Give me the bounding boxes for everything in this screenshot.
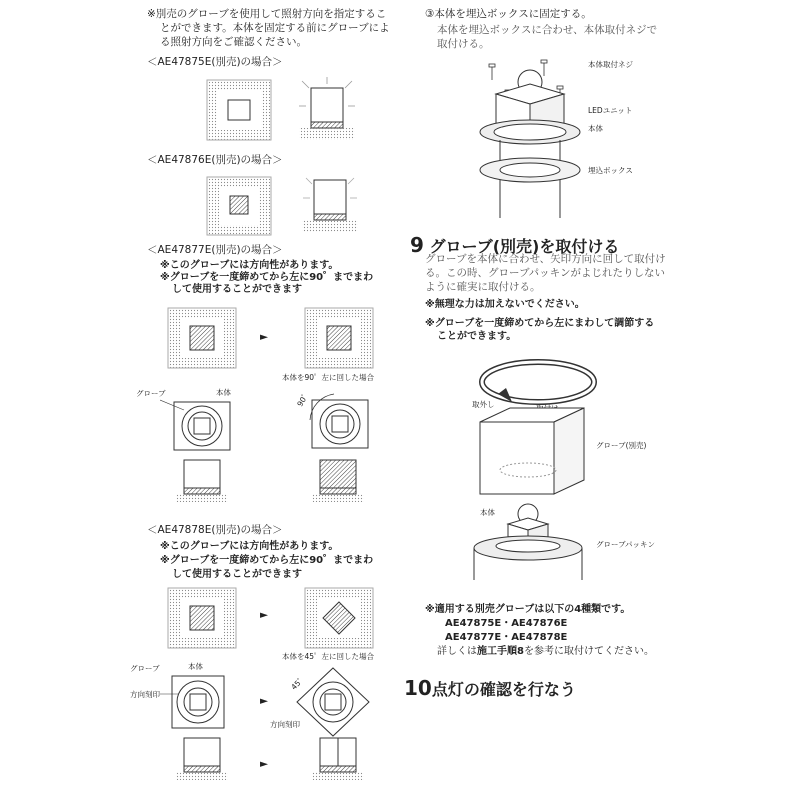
globe-note-line-3: る照射方向をご確認ください。 (160, 36, 307, 48)
ae47878e-before-view (166, 586, 238, 650)
ae47878e-globe-plan (160, 672, 230, 732)
detail-reference (437, 646, 654, 658)
body-label-2: 本体 (188, 662, 203, 671)
step9-title: グローブ(別売)を取付ける (429, 237, 620, 256)
globe-packing-label: グローブパッキン (596, 540, 655, 549)
rotate-note-4: して使用することができます (172, 569, 302, 580)
section-title-ae47877e: ＜AE47877E(別売)の場合＞ (147, 244, 283, 256)
section-title-ae47878e: ＜AE47878E(別売)の場合＞ (147, 524, 283, 536)
applicable-globes-note: ※適用する別売グローブは以下の4種類です。 (425, 604, 631, 615)
step3-assembly-diagram (470, 58, 590, 220)
body-label: 本体 (216, 388, 231, 397)
ae47877e-before-view (166, 306, 238, 370)
ae47878e-rotated-plan (293, 666, 373, 738)
step10-title: 点灯の確認を行なう (431, 680, 576, 699)
rotated-90-label: 本体を90゜左に回した場合 (282, 373, 375, 382)
ae47875e-side-view (297, 76, 357, 144)
globe-separate-label: グローブ(別売) (596, 441, 647, 450)
step9-note-2: ※グローブを一度締めてから左にまわして調節する (425, 318, 655, 329)
ae47878e-side-before (176, 736, 228, 780)
section-title-ae47876e: ＜AE47876E(別売)の場合＞ (147, 154, 283, 166)
direction-note-2: ※このグローブには方向性があります。 (160, 541, 339, 552)
step9-note-3: ことができます。 (437, 331, 517, 342)
step9-text-2: る。この時、グローブパッキンがよじれたりしない (425, 267, 666, 279)
led-unit-label: LEDユニット (588, 106, 633, 115)
step10-number: 10 (404, 676, 432, 700)
globe-label: グローブ (136, 389, 166, 398)
step9-note-1: ※無理な力は加えないでください。 (425, 299, 585, 310)
ae47878e-side-after (312, 736, 364, 780)
ae47876e-top-view (205, 175, 275, 237)
detail-reference-pre: 詳しくは (437, 646, 477, 657)
body-label-4: 本体 (480, 508, 495, 517)
direction-mark-label-2: 方向刻印 (270, 720, 300, 729)
rotated-45-label: 本体を45゜左に回した場合 (282, 652, 375, 661)
globe-label-2: グローブ (130, 664, 160, 673)
angle-45-label: 45゜ (289, 673, 308, 692)
applicable-globes-2: AE47877E・AE47878E (445, 632, 568, 643)
step9-text-1: グローブを本体に合わせ、矢印方向に回して取付け (425, 253, 666, 265)
body-base-diagram (466, 500, 590, 582)
embed-box-label: 埋込ボックス (588, 166, 633, 175)
angle-90-label: 90゜ (295, 388, 312, 409)
section-title-ae47875e: ＜AE47875E(別売)の場合＞ (147, 56, 283, 68)
arrow-icon: ► (260, 331, 269, 343)
detail-reference-step: 施工手順8 (477, 646, 524, 657)
body-label-3: 本体 (588, 124, 603, 133)
ae47875e-top-view (205, 78, 275, 143)
ae47877e-side-after (312, 458, 364, 502)
arrow-icon-3: ► (260, 695, 269, 707)
direction-mark-label: 方向刻印 (130, 690, 160, 699)
ae47876e-side-view (300, 172, 360, 238)
screw-label: 本体取付ネジ (588, 60, 633, 69)
globe-cube (476, 406, 588, 498)
ae47878e-after-view (303, 586, 375, 650)
step3-text-2: 取付ける。 (437, 38, 490, 50)
rotate-note-2: して使用することができます (172, 284, 302, 295)
ae47877e-side-before (176, 458, 228, 502)
applicable-globes-1: AE47875E・AE47876E (445, 618, 568, 629)
direction-note: ※このグローブには方向性があります。 (160, 260, 339, 271)
globe-note-line-2: とができます。本体を固定する前にグローブによ (160, 22, 390, 34)
remove-label: 取外し (472, 400, 495, 409)
arrow-icon-4: ► (260, 758, 269, 770)
ae47877e-after-view (303, 306, 375, 370)
step3-title: ③本体を埋込ボックスに固定する。 (425, 8, 592, 20)
rotate-note-3: ※グローブを一度締めてから左に90゜までまわ (160, 555, 374, 566)
rotate-note-1: ※グローブを一度締めてから左に90゜までまわ (160, 272, 374, 283)
arrow-icon-2: ► (260, 609, 269, 621)
step9-text-3: ように確実に取付ける。 (425, 281, 541, 293)
step10-heading (404, 676, 576, 700)
detail-reference-post: を参考に取付けてください。 (523, 646, 654, 657)
ae47877e-globe-plan (160, 398, 236, 454)
step9-number: 9 (410, 233, 424, 257)
globe-rotation-arrow (478, 358, 598, 410)
globe-note-line-1: ※別売のグローブを使用して照射方向を指定するこ (147, 8, 387, 20)
step3-text-1: 本体を埋込ボックスに合わせ、本体取付ネジで (437, 24, 658, 36)
ae47877e-rotated-plan (300, 390, 380, 454)
